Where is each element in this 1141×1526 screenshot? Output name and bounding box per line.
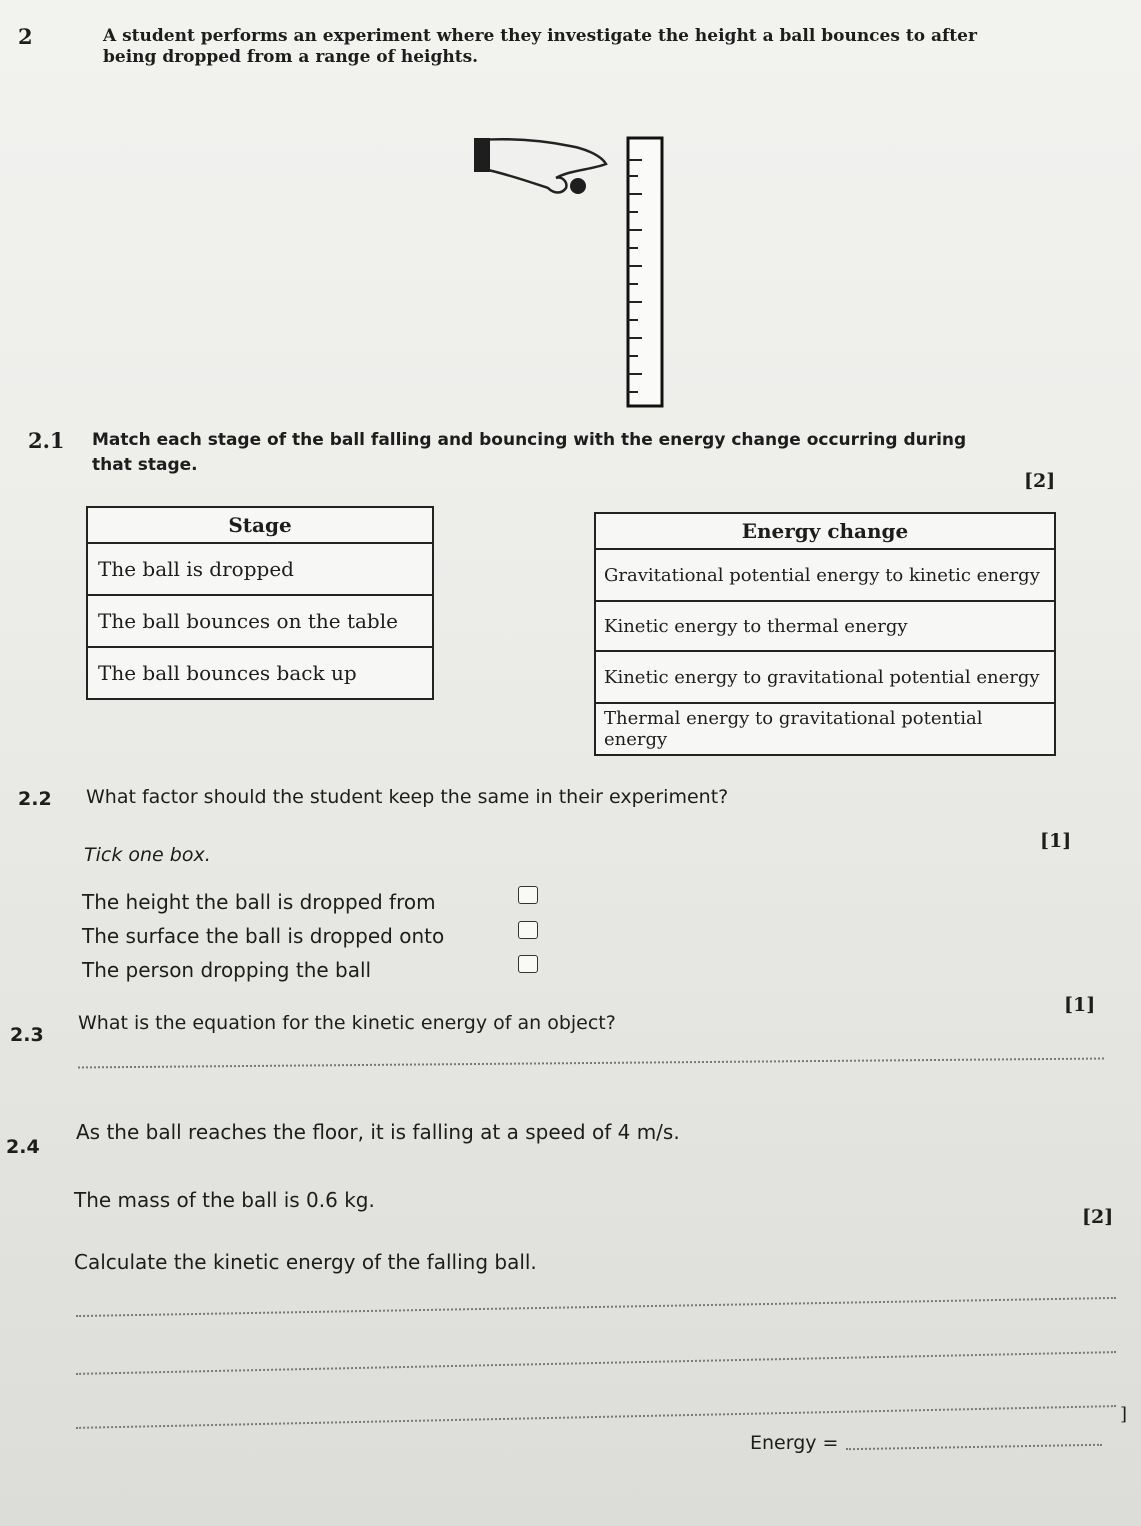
question-number: 2.4 [6, 1136, 40, 1158]
question-text: The mass of the ball is 0.6 kg. [74, 1188, 375, 1212]
option-label: The height the ball is dropped from [82, 890, 436, 914]
tick-box[interactable] [518, 886, 538, 904]
energy-change-item[interactable]: Gravitational potential energy to kinetic energy [595, 549, 1055, 601]
stage-item[interactable]: The ball is dropped [87, 543, 433, 595]
marks-label: [2] [1082, 1206, 1114, 1228]
energy-answer-label: Energy = [750, 1432, 839, 1454]
hand-icon [474, 138, 606, 193]
energy-change-item[interactable]: Kinetic energy to thermal energy [595, 601, 1055, 651]
question-text: that stage. [92, 455, 198, 475]
question-number: 2.1 [28, 428, 65, 453]
energy-answer-line[interactable] [846, 1444, 1102, 1450]
energy-header: Energy change [595, 513, 1055, 549]
answer-line[interactable] [76, 1405, 1116, 1429]
answer-line[interactable] [76, 1297, 1116, 1317]
answer-line[interactable] [76, 1351, 1116, 1375]
ruler-icon [628, 138, 662, 406]
energy-change-item[interactable]: Kinetic energy to gravitational potential energy [595, 651, 1055, 703]
marks-label: [1] [1064, 994, 1096, 1016]
stage-table [86, 506, 434, 700]
tick-box[interactable] [518, 921, 538, 939]
question-intro: A student performs an experiment where they investigate the height a ball bounces to after being dropped from a range of heights. [103, 26, 977, 68]
option-label: The person dropping the ball [82, 958, 372, 982]
question-number: 2 [18, 24, 33, 49]
question-text: Calculate the kinetic energy of the falling ball. [74, 1250, 537, 1274]
answer-line[interactable] [78, 1058, 1104, 1069]
marks-label: [2] [1024, 470, 1056, 492]
ball-icon [570, 178, 586, 194]
question-text: What factor should the student keep the same in their experiment? [86, 786, 729, 808]
question-text: What is the equation for the kinetic energy of an object? [78, 1012, 616, 1034]
unit-bracket: ] [1120, 1404, 1128, 1425]
stage-header: Stage [87, 507, 433, 543]
tick-instruction: Tick one box. [84, 844, 211, 866]
marks-label: [1] [1040, 830, 1072, 852]
question-text: As the ball reaches the floor, it is falling at a speed of 4 m/s. [76, 1120, 680, 1144]
option-label: The surface the ball is dropped onto [82, 924, 445, 948]
question-text: Match each stage of the ball falling and bouncing with the energy change occurring during [92, 430, 967, 450]
hand-ball-ruler-diagram [470, 130, 680, 415]
stage-item[interactable]: The ball bounces on the table [87, 595, 433, 647]
energy-change-item[interactable]: Thermal energy to gravitational potential energy [595, 703, 1055, 755]
tick-box[interactable] [518, 955, 538, 973]
question-number: 2.2 [18, 788, 52, 810]
energy-change-table [594, 512, 1056, 756]
question-number: 2.3 [10, 1024, 44, 1046]
stage-item[interactable]: The ball bounces back up [87, 647, 433, 699]
